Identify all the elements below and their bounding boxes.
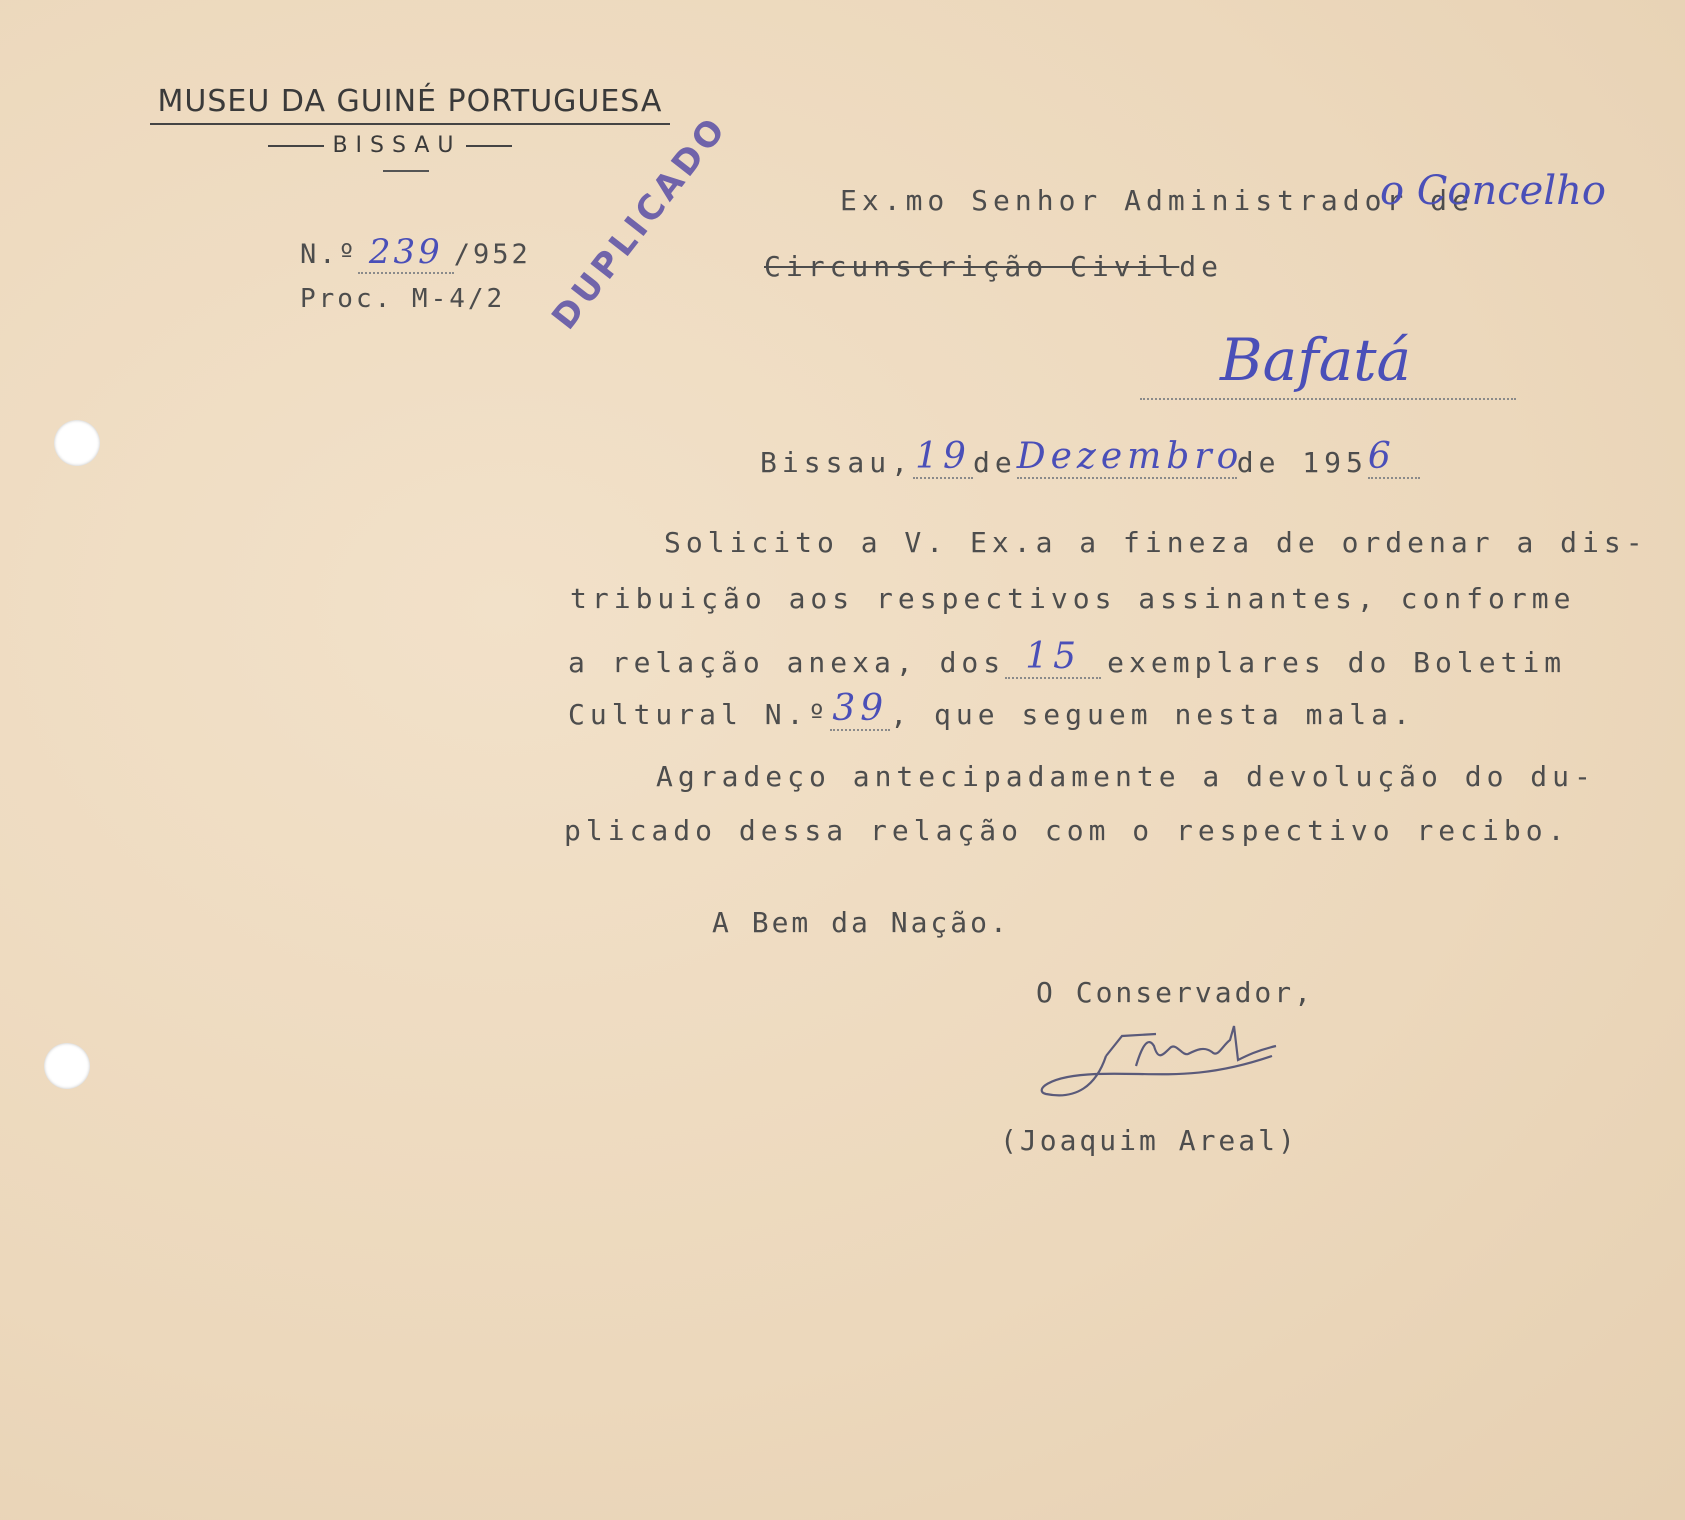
letterhead-short-rule (383, 170, 429, 172)
body-p1-line1: Solicito a V. Ex.a a fineza de ordenar a dis- (664, 526, 1648, 559)
body-p1-line3 (568, 636, 1566, 679)
date-month-field (1016, 436, 1244, 479)
ref-number-handwritten: 239 (368, 232, 443, 272)
struck-circunscricao: Circunscrição Civil (764, 250, 1180, 283)
addressee-place-handwritten: Bafatá (1220, 326, 1412, 394)
ref-suffix: /952 (453, 239, 531, 270)
letterhead-rule (150, 123, 670, 125)
process-number: Proc. M-4/2 (300, 284, 506, 314)
signature-scribble (1036, 1016, 1316, 1112)
ref-number-field (358, 232, 454, 274)
closing-role: O Conservador, (1036, 976, 1315, 1009)
addressee-salutation (840, 184, 1474, 217)
letterhead-city: BISSAU (332, 133, 462, 158)
reference-number (300, 232, 531, 274)
date-day-handwritten: 19 (915, 436, 971, 477)
addressee-line2 (764, 250, 1223, 283)
date-year-field (1368, 436, 1420, 479)
salutation-text: Ex.mo Senhor Administrador de (840, 184, 1474, 217)
addressee-place-field (1140, 326, 1516, 400)
p1-line3b: exemplares do Boletim (1107, 646, 1567, 679)
copies-handwritten: 15 (1025, 636, 1082, 677)
date-de1: de (973, 446, 1017, 479)
signature (1036, 1016, 1316, 1112)
addressee-handwritten-insert: o Concelho (1380, 168, 1606, 214)
issue-field (830, 688, 890, 731)
rule-right (466, 145, 512, 147)
p1-line4a: Cultural N.º (568, 698, 831, 731)
punch-hole-top (54, 420, 100, 466)
letterhead (150, 84, 670, 172)
date-de2: de 195 (1236, 446, 1368, 479)
signatory-name: (Joaquim Areal) (1000, 1124, 1298, 1157)
p1-line4b: , que seguem nesta mala. (890, 698, 1415, 731)
date-year-handwritten: 6 (1367, 436, 1396, 477)
letterhead-city-row (110, 133, 670, 158)
date-day-field (913, 436, 973, 479)
punch-hole-bottom (44, 1043, 90, 1089)
closing-motto: A Bem da Nação. (712, 906, 1010, 939)
duplicado-stamp: DUPLICADO (544, 108, 736, 338)
date-month-handwritten: Dezembro (1016, 436, 1244, 477)
body-p1-line2: tribuição aos respectivos assinantes, conforme (570, 582, 1576, 615)
rule-left (268, 145, 324, 147)
copies-field (1005, 636, 1101, 679)
issue-handwritten: 39 (832, 688, 889, 729)
body-p2-line1: Agradeço antecipadamente a devolução do du- (656, 760, 1596, 793)
letterhead-title: MUSEU DA GUINÉ PORTUGUESA (157, 84, 663, 119)
addressee-de: de (1179, 250, 1224, 283)
body-p2-line2: plicado dessa relação com o respectivo recibo. (564, 814, 1570, 847)
date-city: Bissau, (760, 446, 914, 479)
date-line (760, 436, 1420, 479)
body-p1-line4 (568, 688, 1415, 731)
p1-line3a: a relação anexa, dos (568, 646, 1006, 679)
ref-prefix: N.º (300, 239, 358, 270)
